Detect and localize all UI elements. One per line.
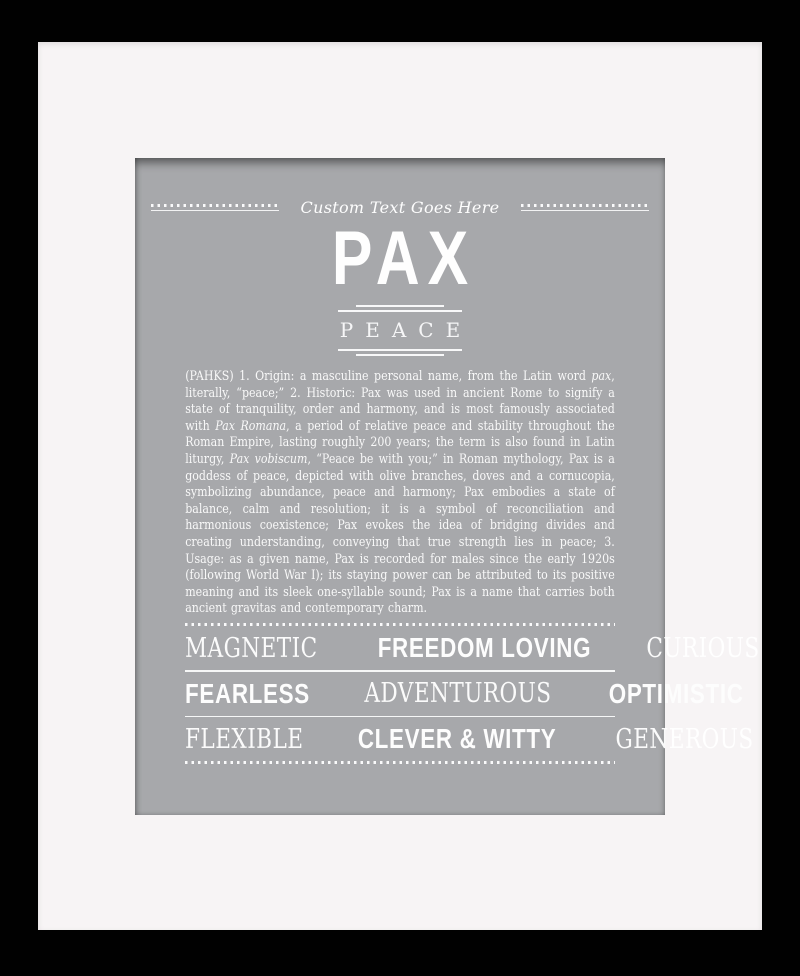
trait-word: FLEXIBLE (185, 723, 304, 755)
definition-segment: , “Peace be with you;” in Roman mythology, Pax is a goddess of peace, depicted with olive branches, doves and a cornucopia, symbolizing abundance, peace and harmony; Pax embodies a state of balance, calm and resolution; it is a symbol of reconciliation and harmonious coexistence; Pax evokes the idea of bridging divides and creating understanding, conveying that true strength lies in peace; 3. Usage: as a given name, Pax is recorded for males since the early 1920s (following World War I); its staying power can be attributed to its positive meaning and its sleek one-syllable sound; Pax is a name that carries both ancient gravitas and contemporary charm. (185, 451, 615, 617)
definition-segment: , literally, “peace;” 2. Historic: Pax was used in ancient Rome to signify a state of tranquility, order and harmony, and is most famously associated with (185, 369, 615, 434)
definition-segment: (PAHKS) 1. Origin: a masculine personal name, from the Latin word (185, 369, 592, 384)
definition-italic-segment: Pax Romana (215, 418, 287, 434)
trait-word: GENEROUS (615, 723, 754, 755)
trait-row (185, 717, 754, 761)
definition-text (185, 369, 615, 618)
name-title: PAX (331, 216, 477, 301)
solid-underline (151, 210, 279, 212)
definition-italic-segment: pax (591, 369, 612, 384)
custom-text-row (135, 198, 665, 217)
left-dotted-rule (151, 204, 279, 212)
trait-word: FEARLESS (185, 677, 310, 709)
dotted-line (521, 204, 649, 207)
traits-bottom-dotted-rule (185, 761, 615, 764)
long-rule (338, 310, 462, 312)
trait-rows (185, 626, 760, 761)
meaning-label: PEACE (339, 318, 473, 342)
double-rule-below-meaning (135, 349, 665, 356)
mat-board (38, 42, 762, 930)
right-dotted-rule (521, 204, 649, 212)
trait-word: CURIOUS (645, 632, 760, 664)
trait-row (185, 672, 744, 716)
name-meaning-poster (135, 158, 760, 815)
short-rule (356, 305, 444, 307)
custom-text: Custom Text Goes Here (300, 198, 500, 217)
traits-section (185, 623, 760, 764)
dotted-line (151, 204, 279, 207)
trait-word: ADVENTUROUS (364, 678, 552, 709)
double-rule-above-meaning (135, 305, 665, 312)
definition-segment: , a period of relative peace and stability throughout the Roman Empire, lasting roughly 200 years; the term is also found in Latin liturgy, (185, 418, 615, 467)
definition-italic-segment: Pax vobiscum (229, 451, 308, 467)
trait-word: MAGNETIC (185, 632, 318, 664)
long-rule (338, 349, 462, 351)
solid-underline (521, 210, 649, 212)
trait-row (185, 626, 760, 670)
trait-word: CLEVER & WITTY (357, 723, 557, 754)
trait-word: FREEDOM LOVING (377, 632, 591, 663)
trait-word: OPTIMISTIC (608, 677, 744, 709)
short-rule (356, 354, 444, 356)
